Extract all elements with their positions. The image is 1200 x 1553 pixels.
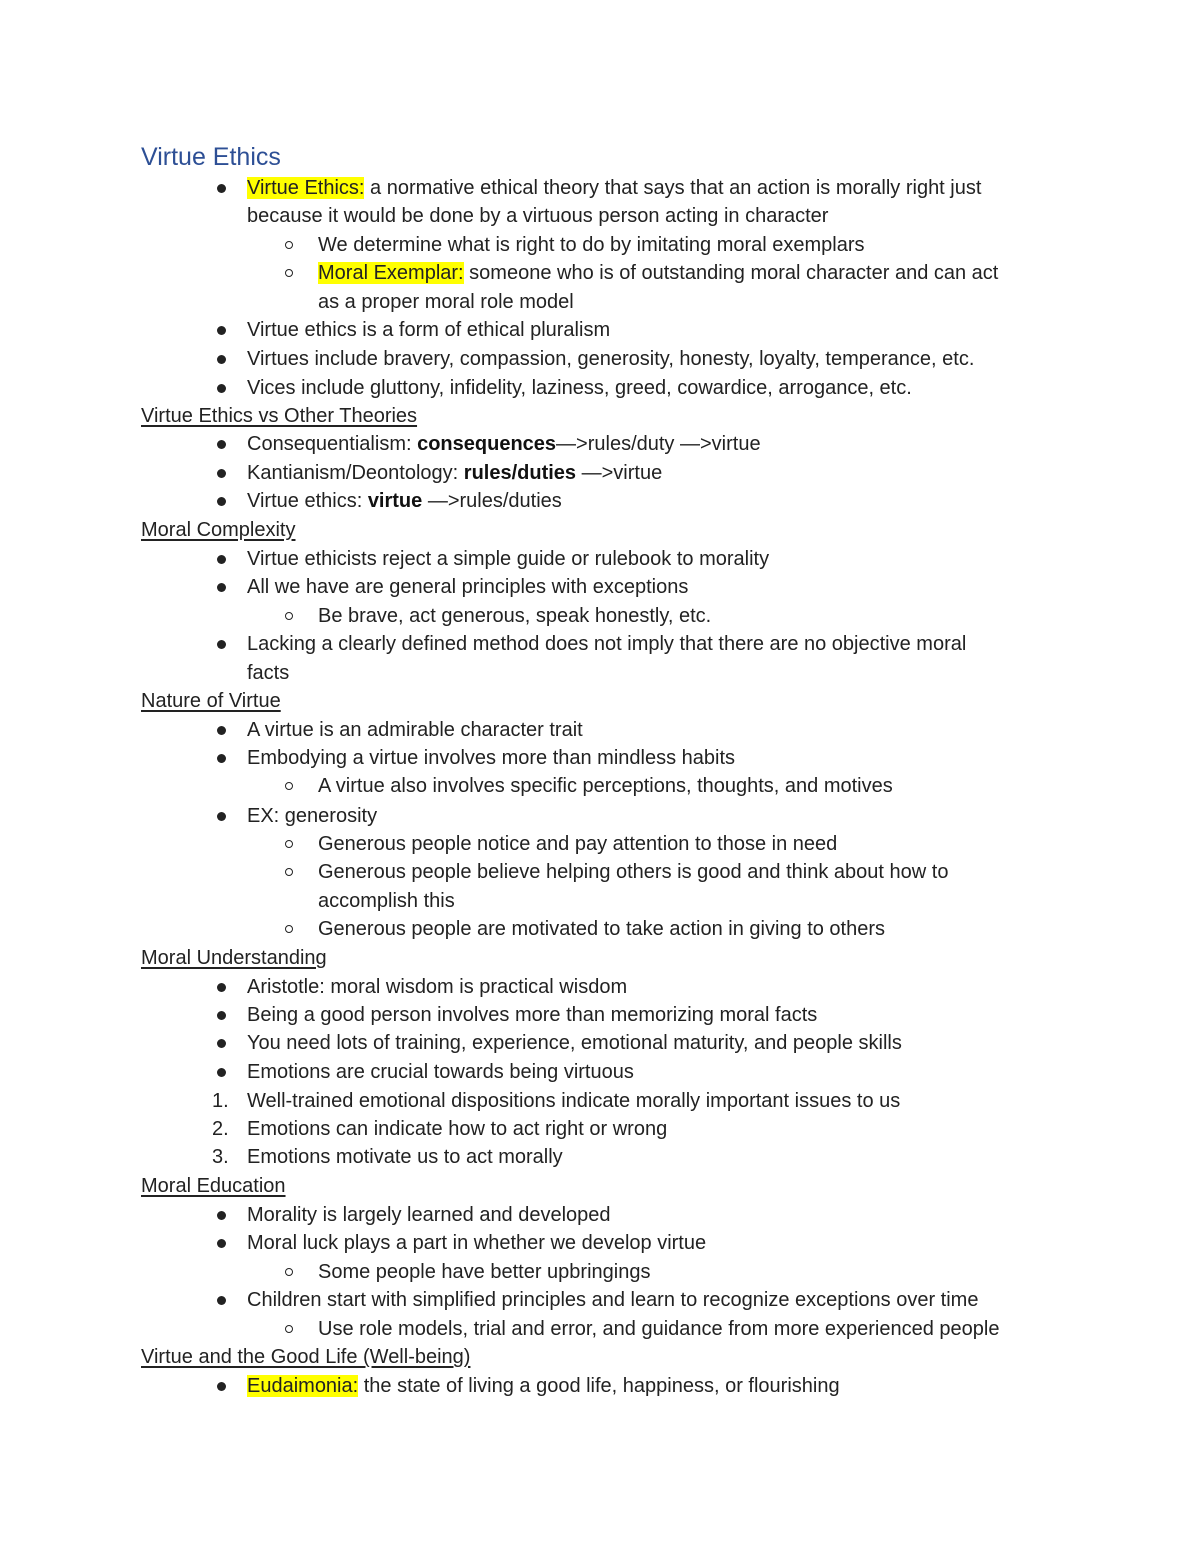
bullet-icon (217, 726, 226, 735)
sub-list-item: Some people have better upbringings (318, 1258, 650, 1286)
list-item: Consequentialism: consequences—>rules/duty —>virtue (247, 430, 761, 458)
bullet-icon (217, 326, 226, 335)
bullet-icon (217, 583, 226, 592)
list-item: Vices include gluttony, infidelity, laziness, greed, cowardice, arrogance, etc. (247, 374, 912, 402)
list-item: Embodying a virtue involves more than mindless habits (247, 744, 735, 772)
circle-bullet-icon (285, 868, 293, 876)
list-item: Virtue ethicists reject a simple guide or rulebook to morality (247, 545, 769, 573)
list-item: Kantianism/Deontology: rules/duties —>virtue (247, 459, 662, 487)
section-heading: Moral Complexity (141, 519, 296, 541)
bullet-icon (217, 754, 226, 763)
numbered-item: 1. Well-trained emotional dispositions indicate morally important issues to us (247, 1087, 900, 1115)
list-item: Virtues include bravery, compassion, generosity, honesty, loyalty, temperance, etc. (247, 345, 974, 373)
section-heading: Nature of Virtue (141, 690, 281, 712)
bullet-icon (217, 555, 226, 564)
list-item: Children start with simplified principles and learn to recognize exceptions over time (247, 1286, 978, 1314)
bullet-icon (217, 469, 226, 478)
highlighted-term: Eudaimonia: (247, 1375, 359, 1397)
sub-list-item: Generous people are motivated to take action in giving to others (318, 915, 885, 943)
document-title: Virtue Ethics (141, 143, 281, 171)
sub-list-item: A virtue also involves specific perceptions, thoughts, and motives (318, 772, 893, 800)
list-item: Aristotle: moral wisdom is practical wisdom (247, 973, 627, 1001)
sub-list-item: Use role models, trial and error, and guidance from more experienced people (318, 1315, 999, 1343)
bullet-icon (217, 1239, 226, 1248)
section-heading: Moral Education (141, 1175, 286, 1197)
circle-bullet-icon (285, 1268, 293, 1276)
bullet-icon (217, 497, 226, 506)
list-item: Virtue ethics: virtue —>rules/duties (247, 487, 562, 515)
list-item: All we have are general principles with exceptions (247, 573, 688, 601)
list-item: Moral luck plays a part in whether we develop virtue (247, 1229, 706, 1257)
bullet-icon (217, 1068, 226, 1077)
circle-bullet-icon (285, 612, 293, 620)
highlighted-term: Moral Exemplar: (318, 262, 464, 284)
section-heading: Virtue Ethics vs Other Theories (141, 405, 418, 427)
list-item: EX: generosity (247, 802, 377, 830)
circle-bullet-icon (285, 840, 293, 848)
list-item: Lacking a clearly defined method does not imply that there are no objective moral (247, 630, 966, 658)
list-item: Being a good person involves more than memorizing moral facts (247, 1001, 817, 1029)
bullet-icon (217, 1211, 226, 1220)
bullet-icon (217, 1039, 226, 1048)
list-item-continuation: facts (247, 662, 290, 684)
list-item: Eudaimonia: the state of living a good life, happiness, or flourishing (247, 1372, 840, 1400)
bullet-icon (217, 812, 226, 821)
numbered-item: 3. Emotions motivate us to act morally (247, 1143, 563, 1171)
bullet-icon (217, 1011, 226, 1020)
circle-bullet-icon (285, 925, 293, 933)
list-item: A virtue is an admirable character trait (247, 716, 583, 744)
sub-list-item-continuation: as a proper moral role model (318, 291, 574, 313)
list-number: 2. (212, 1118, 229, 1140)
section-heading: Virtue and the Good Life (Well-being) (141, 1346, 471, 1368)
sub-list-item: Generous people believe helping others is good and think about how to (318, 858, 948, 886)
bullet-icon (217, 1296, 226, 1305)
bullet-icon (217, 184, 226, 193)
circle-bullet-icon (285, 269, 293, 277)
list-item: Virtue ethics is a form of ethical pluralism (247, 316, 610, 344)
highlighted-term: Virtue Ethics: (247, 177, 365, 199)
bullet-icon (217, 355, 226, 364)
list-number: 3. (212, 1146, 229, 1168)
bullet-icon (217, 983, 226, 992)
sub-list-item: Moral Exemplar: someone who is of outstanding moral character and can act (318, 259, 998, 287)
sub-list-item: We determine what is right to do by imitating moral exemplars (318, 231, 865, 259)
bullet-icon (217, 384, 226, 393)
numbered-item: 2. Emotions can indicate how to act right or wrong (247, 1115, 667, 1143)
list-number: 1. (212, 1090, 229, 1112)
list-item: Morality is largely learned and developed (247, 1201, 611, 1229)
bullet-icon (217, 440, 226, 449)
list-item-continuation: because it would be done by a virtuous person acting in character (247, 205, 829, 227)
sub-list-item: Be brave, act generous, speak honestly, etc. (318, 602, 711, 630)
list-item: Emotions are crucial towards being virtuous (247, 1058, 634, 1086)
circle-bullet-icon (285, 1325, 293, 1333)
circle-bullet-icon (285, 241, 293, 249)
circle-bullet-icon (285, 782, 293, 790)
bullet-icon (217, 1382, 226, 1391)
section-heading: Moral Understanding (141, 947, 327, 969)
sub-list-item-continuation: accomplish this (318, 890, 455, 912)
list-item: You need lots of training, experience, emotional maturity, and people skills (247, 1029, 902, 1057)
bullet-icon (217, 640, 226, 649)
sub-list-item: Generous people notice and pay attention to those in need (318, 830, 837, 858)
list-item: Virtue Ethics: a normative ethical theory that says that an action is morally right just (247, 174, 981, 202)
